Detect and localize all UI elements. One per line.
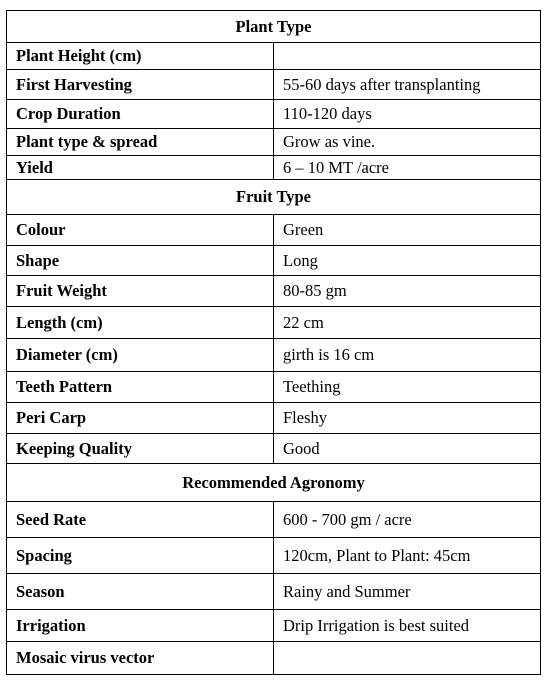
table-row bbox=[7, 276, 541, 307]
table-row bbox=[7, 129, 541, 156]
row-value-length: 22 cm bbox=[274, 307, 541, 339]
section-title-plant-type: Plant Type bbox=[7, 11, 541, 43]
row-label-first-harvesting: First Harvesting bbox=[7, 70, 274, 100]
row-label-diameter: Diameter (cm) bbox=[7, 339, 274, 372]
table-row bbox=[7, 215, 541, 246]
row-value-seed-rate: 600 - 700 gm / acre bbox=[274, 502, 541, 538]
row-label-mosaic-virus-vector: Mosaic virus vector bbox=[7, 642, 274, 675]
row-label-keeping-quality: Keeping Quality bbox=[7, 434, 274, 464]
row-label-teeth-pattern: Teeth Pattern bbox=[7, 372, 274, 403]
row-label-peri-carp: Peri Carp bbox=[7, 403, 274, 434]
table-row bbox=[7, 43, 541, 70]
row-label-plant-height: Plant Height (cm) bbox=[7, 43, 274, 70]
row-label-shape: Shape bbox=[7, 246, 274, 276]
row-value-first-harvesting: 55-60 days after transplanting bbox=[274, 70, 541, 100]
row-value-fruit-weight: 80-85 gm bbox=[274, 276, 541, 307]
row-label-plant-type-spread: Plant type & spread bbox=[7, 129, 274, 156]
row-value-teeth-pattern: Teething bbox=[274, 372, 541, 403]
row-label-seed-rate: Seed Rate bbox=[7, 502, 274, 538]
table-row bbox=[7, 339, 541, 372]
row-value-colour: Green bbox=[274, 215, 541, 246]
table-row bbox=[7, 403, 541, 434]
row-label-colour: Colour bbox=[7, 215, 274, 246]
row-label-crop-duration: Crop Duration bbox=[7, 100, 274, 129]
table-row bbox=[7, 372, 541, 403]
section-header-row bbox=[7, 464, 541, 502]
row-label-season: Season bbox=[7, 574, 274, 610]
table-row bbox=[7, 100, 541, 129]
table-row bbox=[7, 610, 541, 642]
table-row bbox=[7, 538, 541, 574]
table-row bbox=[7, 70, 541, 100]
section-title-fruit-type: Fruit Type bbox=[7, 180, 541, 215]
section-header-row bbox=[7, 180, 541, 215]
row-value-irrigation: Drip Irrigation is best suited bbox=[274, 610, 541, 642]
table-row bbox=[7, 246, 541, 276]
row-value-plant-type-spread: Grow as vine. bbox=[274, 129, 541, 156]
row-value-spacing: 120cm, Plant to Plant: 45cm bbox=[274, 538, 541, 574]
table-row bbox=[7, 307, 541, 339]
table-row bbox=[7, 156, 541, 180]
row-value-keeping-quality: Good bbox=[274, 434, 541, 464]
row-label-irrigation: Irrigation bbox=[7, 610, 274, 642]
row-value-shape: Long bbox=[274, 246, 541, 276]
section-title-recommended-agronomy: Recommended Agronomy bbox=[7, 464, 541, 502]
section-header-row bbox=[7, 11, 541, 43]
crop-spec-table bbox=[6, 10, 541, 675]
row-label-spacing: Spacing bbox=[7, 538, 274, 574]
row-value-plant-height bbox=[274, 43, 541, 70]
table-row bbox=[7, 642, 541, 675]
row-label-fruit-weight: Fruit Weight bbox=[7, 276, 274, 307]
row-label-yield: Yield bbox=[7, 156, 274, 180]
table-row bbox=[7, 574, 541, 610]
row-value-yield: 6 – 10 MT /acre bbox=[274, 156, 541, 180]
row-value-diameter: girth is 16 cm bbox=[274, 339, 541, 372]
row-value-mosaic-virus-vector bbox=[274, 642, 541, 675]
row-value-season: Rainy and Summer bbox=[274, 574, 541, 610]
table-row bbox=[7, 434, 541, 464]
row-value-peri-carp: Fleshy bbox=[274, 403, 541, 434]
row-label-length: Length (cm) bbox=[7, 307, 274, 339]
table-row bbox=[7, 502, 541, 538]
row-value-crop-duration: 110-120 days bbox=[274, 100, 541, 129]
